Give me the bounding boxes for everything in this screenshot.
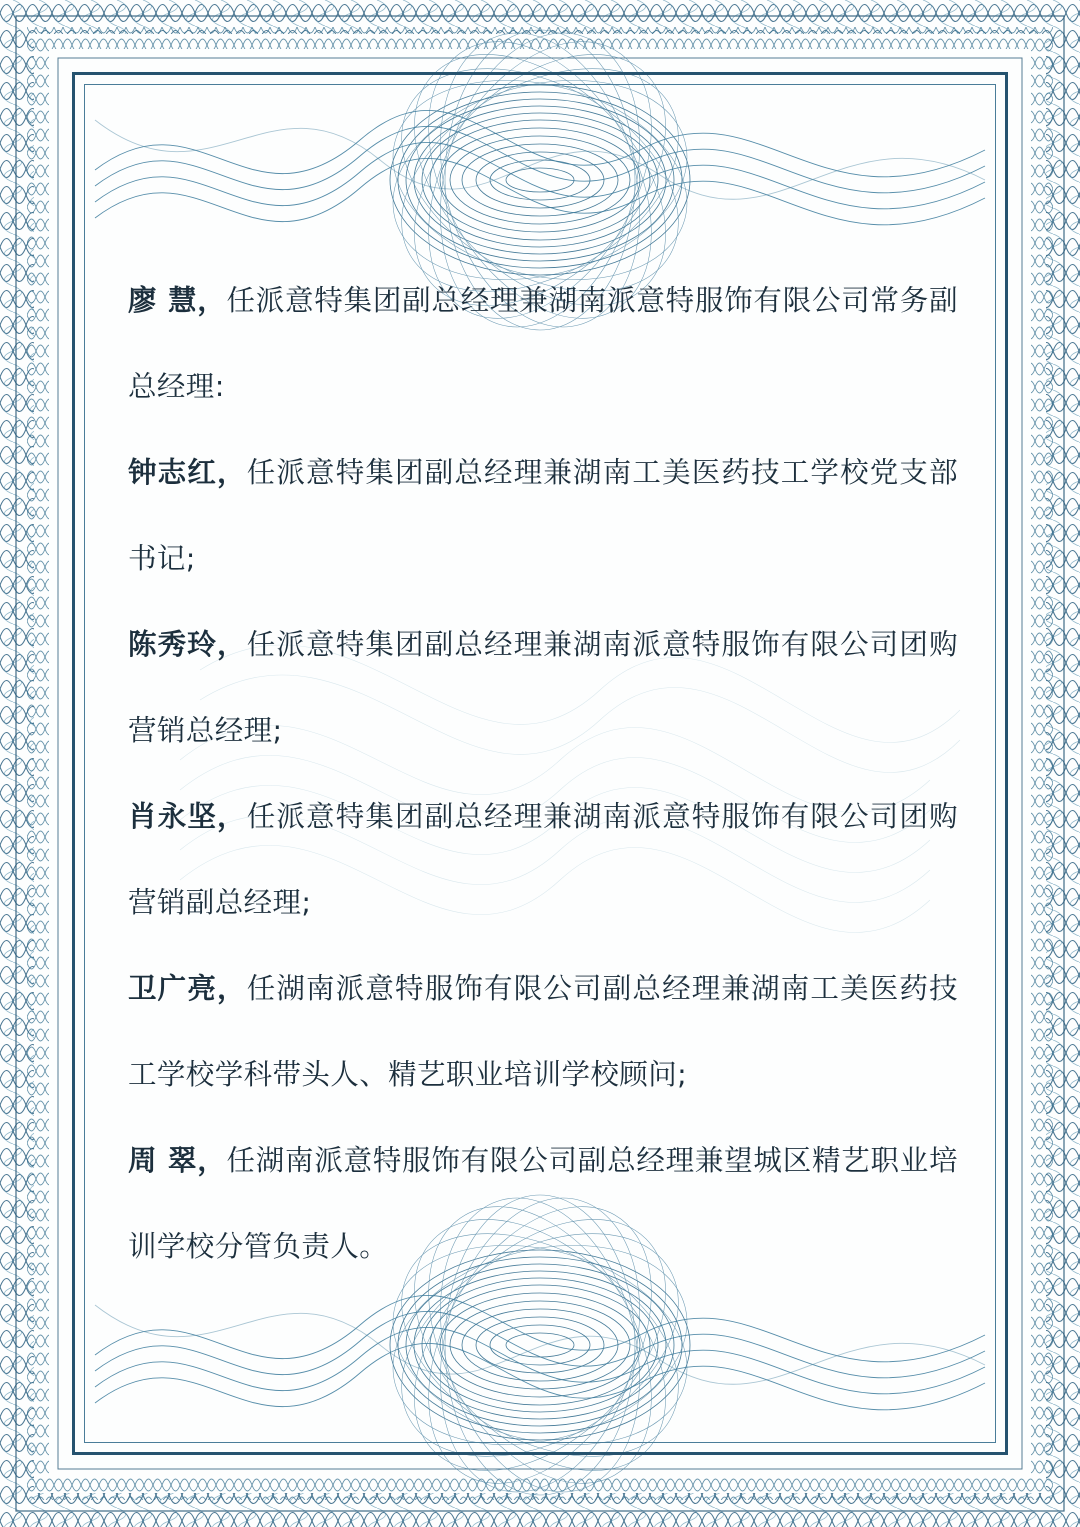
appointment-entry [128,602,958,774]
person-name: 陈秀玲， [128,628,247,661]
appointment-entry [128,430,958,602]
person-title: 任派意特集团副总经理兼湖南派意特服饰有限公司团购营销副总经理; [128,800,958,919]
person-title: 任派意特集团副总经理兼湖南派意特服饰有限公司团购营销总经理; [128,628,958,747]
appointment-entry [128,258,958,430]
person-name: 肖永坚， [128,800,247,833]
person-name: 周 翠， [128,1144,227,1177]
certificate-body [128,258,958,1290]
person-title: 任派意特集团副总经理兼湖南派意特服饰有限公司常务副总经理: [128,284,958,403]
person-name: 钟志红， [128,456,247,489]
person-title: 任派意特集团副总经理兼湖南工美医药技工学校党支部书记; [128,456,958,575]
person-title: 任湖南派意特服饰有限公司副总经理兼望城区精艺职业培训学校分管负责人。 [128,1144,958,1263]
person-name: 卫广亮， [128,972,247,1005]
appointment-entry [128,946,958,1118]
person-title: 任湖南派意特服饰有限公司副总经理兼湖南工美医药技工学校学科带头人、精艺职业培训学校顾问; [128,972,958,1091]
person-name: 廖 慧， [128,284,227,317]
appointment-entry [128,774,958,946]
appointment-entry [128,1118,958,1290]
